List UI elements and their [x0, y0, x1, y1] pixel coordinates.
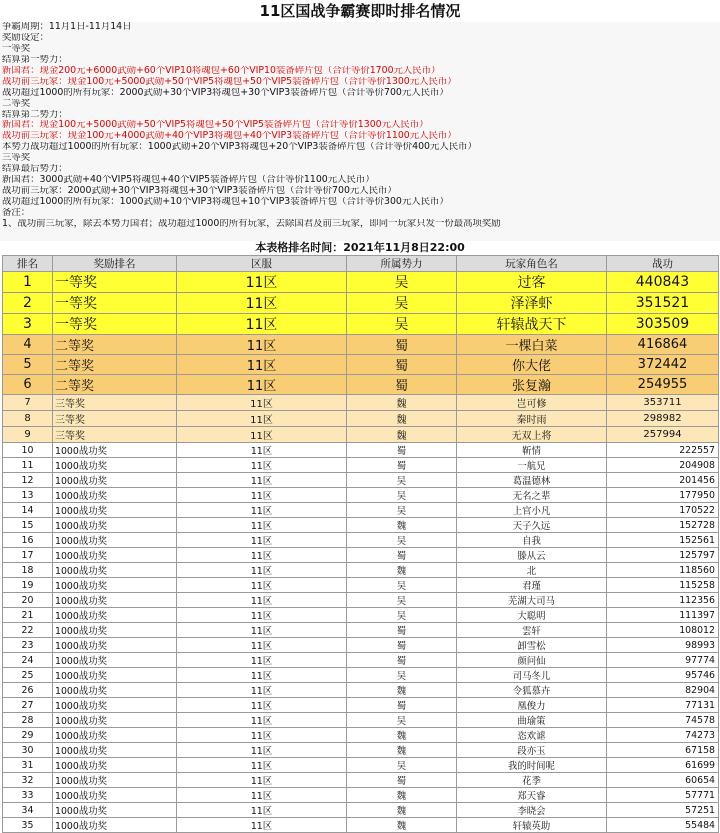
cell-player-name: 郑天睿 — [457, 788, 607, 803]
cell-faction: 魏 — [347, 818, 457, 833]
cell-server: 11区 — [177, 593, 347, 608]
ranking-time: 本表格排名时间：2021年11月8日22:00 — [0, 241, 720, 255]
cell-award: 1000战功奖 — [53, 638, 177, 653]
cell-player-name: 段亦玉 — [457, 743, 607, 758]
table-row — [3, 803, 719, 818]
cell-faction: 魏 — [347, 427, 457, 443]
table-row — [3, 503, 719, 518]
table-row — [3, 473, 719, 488]
cell-merit: 67158 — [607, 743, 719, 758]
cell-award: 1000战功奖 — [53, 473, 177, 488]
table-row — [3, 355, 719, 375]
rule-line: 新国君：现金100元+5000武勋+50个VIP5将魂包+50个VIP5装备碎片包（合计等价1300元人民币） — [2, 120, 429, 131]
rule-line: 战功前三玩家：现金100元+4000武勋+40个VIP3将魂包+40个VIP3装备碎片包（合计等价1100元人民币） — [2, 131, 457, 142]
cell-faction: 吴 — [347, 293, 457, 314]
cell-player-name: 颜问仙 — [457, 653, 607, 668]
table-row — [3, 578, 719, 593]
cell-faction: 魏 — [347, 743, 457, 758]
cell-rank: 1 — [3, 272, 53, 293]
cell-server: 11区 — [177, 788, 347, 803]
table-row — [3, 411, 719, 427]
header-rank: 排名 — [3, 256, 53, 272]
cell-rank: 23 — [3, 638, 53, 653]
cell-server: 11区 — [177, 728, 347, 743]
table-row — [3, 728, 719, 743]
cell-faction: 吴 — [347, 473, 457, 488]
cell-player-name: 大聪明 — [457, 608, 607, 623]
cell-faction: 魏 — [347, 788, 457, 803]
cell-merit: 351521 — [607, 293, 719, 314]
cell-award: 1000战功奖 — [53, 728, 177, 743]
cell-rank: 28 — [3, 713, 53, 728]
cell-server: 11区 — [177, 458, 347, 473]
table-row — [3, 488, 719, 503]
cell-merit: 61699 — [607, 758, 719, 773]
cell-faction: 蜀 — [347, 623, 457, 638]
cell-award: 二等奖 — [53, 335, 177, 355]
rule-line: 新国君：3000武勋+40个VIP5将魂包+40个VIP5装备碎片包（合计等价1100元人民币） — [2, 175, 375, 186]
cell-award: 一等奖 — [53, 272, 177, 293]
cell-award: 1000战功奖 — [53, 668, 177, 683]
cell-merit: 74578 — [607, 713, 719, 728]
cell-faction: 魏 — [347, 728, 457, 743]
cell-award: 三等奖 — [53, 395, 177, 411]
cell-merit: 74273 — [607, 728, 719, 743]
cell-award: 1000战功奖 — [53, 803, 177, 818]
cell-faction: 蜀 — [347, 443, 457, 458]
table-header-row — [3, 256, 719, 272]
cell-server: 11区 — [177, 473, 347, 488]
table-row — [3, 743, 719, 758]
cell-server: 11区 — [177, 653, 347, 668]
cell-rank: 35 — [3, 818, 53, 833]
cell-player-name: 恣欢谑 — [457, 728, 607, 743]
page-title: 11区国战争霸赛即时排名情况 — [0, 0, 720, 22]
cell-player-name: 天子久远 — [457, 518, 607, 533]
cell-player-name: 一棵白菜 — [457, 335, 607, 355]
rule-line: 争霸周期：11月1日-11月14日 — [2, 22, 132, 32]
cell-player-name: 君瑾 — [457, 578, 607, 593]
cell-player-name: 自我 — [457, 533, 607, 548]
cell-merit: 57251 — [607, 803, 719, 818]
cell-server: 11区 — [177, 518, 347, 533]
cell-server: 11区 — [177, 713, 347, 728]
cell-merit: 170522 — [607, 503, 719, 518]
cell-award: 1000战功奖 — [53, 578, 177, 593]
table-row — [3, 563, 719, 578]
cell-player-name: 葛温德林 — [457, 473, 607, 488]
cell-player-name: 卸雪松 — [457, 638, 607, 653]
cell-award: 1000战功奖 — [53, 458, 177, 473]
cell-merit: 222557 — [607, 443, 719, 458]
cell-faction: 吴 — [347, 713, 457, 728]
cell-merit: 55484 — [607, 818, 719, 833]
cell-faction: 魏 — [347, 803, 457, 818]
cell-rank: 25 — [3, 668, 53, 683]
cell-faction: 蜀 — [347, 653, 457, 668]
table-row — [3, 653, 719, 668]
cell-rank: 32 — [3, 773, 53, 788]
cell-rank: 22 — [3, 623, 53, 638]
cell-award: 1000战功奖 — [53, 713, 177, 728]
cell-rank: 31 — [3, 758, 53, 773]
table-row — [3, 788, 719, 803]
cell-faction: 吴 — [347, 593, 457, 608]
rule-line: 战功超过1000的所有玩家：2000武勋+30个VIP3将魂包+30个VIP3装备碎片包（合计等价700元人民币） — [2, 87, 449, 98]
cell-rank: 4 — [3, 335, 53, 355]
cell-server: 11区 — [177, 314, 347, 335]
cell-merit: 115258 — [607, 578, 719, 593]
cell-server: 11区 — [177, 638, 347, 653]
cell-faction: 魏 — [347, 518, 457, 533]
cell-merit: 125797 — [607, 548, 719, 563]
cell-merit: 416864 — [607, 335, 719, 355]
cell-merit: 112356 — [607, 593, 719, 608]
table-row — [3, 773, 719, 788]
cell-faction: 蜀 — [347, 375, 457, 395]
rule-line: 战功前三玩家：现金100元+5000武勋+50个VIP5将魂包+50个VIP5装备碎片包（合计等价1300元人民币） — [2, 76, 457, 87]
cell-award: 1000战功奖 — [53, 758, 177, 773]
rule-line: 战功前三玩家：2000武勋+30个VIP3将魂包+30个VIP3装备碎片包（合计等价700元人民币） — [2, 186, 397, 197]
cell-server: 11区 — [177, 623, 347, 638]
cell-award: 1000战功奖 — [53, 548, 177, 563]
cell-player-name: 轩辕英助 — [457, 818, 607, 833]
table-row — [3, 623, 719, 638]
cell-player-name: 靳情 — [457, 443, 607, 458]
cell-faction: 魏 — [347, 395, 457, 411]
cell-merit: 57771 — [607, 788, 719, 803]
cell-faction: 蜀 — [347, 548, 457, 563]
cell-server: 11区 — [177, 758, 347, 773]
table-row — [3, 533, 719, 548]
cell-rank: 29 — [3, 728, 53, 743]
cell-rank: 5 — [3, 355, 53, 375]
cell-rank: 14 — [3, 503, 53, 518]
cell-award: 1000战功奖 — [53, 503, 177, 518]
cell-award: 二等奖 — [53, 355, 177, 375]
cell-rank: 27 — [3, 698, 53, 713]
cell-award: 二等奖 — [53, 375, 177, 395]
cell-rank: 24 — [3, 653, 53, 668]
cell-merit: 108012 — [607, 623, 719, 638]
cell-server: 11区 — [177, 563, 347, 578]
cell-player-name: 我的时间呢 — [457, 758, 607, 773]
cell-award: 1000战功奖 — [53, 743, 177, 758]
cell-award: 1000战功奖 — [53, 608, 177, 623]
cell-server: 11区 — [177, 533, 347, 548]
cell-faction: 魏 — [347, 563, 457, 578]
cell-server: 11区 — [177, 355, 347, 375]
table-row — [3, 395, 719, 411]
cell-award: 1000战功奖 — [53, 788, 177, 803]
cell-rank: 10 — [3, 443, 53, 458]
cell-server: 11区 — [177, 293, 347, 314]
cell-merit: 177950 — [607, 488, 719, 503]
table-row — [3, 758, 719, 773]
cell-server: 11区 — [177, 443, 347, 458]
cell-award: 1000战功奖 — [53, 818, 177, 833]
cell-player-name: 秦时雨 — [457, 411, 607, 427]
cell-faction: 吴 — [347, 578, 457, 593]
cell-merit: 440843 — [607, 272, 719, 293]
cell-merit: 95746 — [607, 668, 719, 683]
cell-merit: 204908 — [607, 458, 719, 473]
cell-server: 11区 — [177, 503, 347, 518]
cell-player-name: 一航兄 — [457, 458, 607, 473]
cell-server: 11区 — [177, 427, 347, 443]
cell-merit: 152561 — [607, 533, 719, 548]
cell-rank: 13 — [3, 488, 53, 503]
cell-player-name: 你大佬 — [457, 355, 607, 375]
cell-server: 11区 — [177, 743, 347, 758]
table-row — [3, 335, 719, 355]
table-row — [3, 518, 719, 533]
cell-merit: 152728 — [607, 518, 719, 533]
cell-server: 11区 — [177, 411, 347, 427]
rule-line: 结算第一势力： — [2, 54, 68, 65]
cell-faction: 蜀 — [347, 638, 457, 653]
cell-player-name: 轩辕战天下 — [457, 314, 607, 335]
header-player-name: 玩家角色名 — [457, 256, 607, 272]
rule-line: 1、战功前三玩家，除去本势力国君；战功超过1000的所有玩家，去除国君及前三玩家，即同一玩家只发一份最高项奖励 — [2, 218, 501, 229]
cell-faction: 蜀 — [347, 458, 457, 473]
cell-rank: 6 — [3, 375, 53, 395]
cell-rank: 18 — [3, 563, 53, 578]
cell-player-name: 无名之辈 — [457, 488, 607, 503]
cell-server: 11区 — [177, 548, 347, 563]
cell-player-name: 张复瀚 — [457, 375, 607, 395]
cell-merit: 77131 — [607, 698, 719, 713]
cell-player-name: 芜湖大司马 — [457, 593, 607, 608]
cell-rank: 2 — [3, 293, 53, 314]
table-row — [3, 593, 719, 608]
cell-award: 1000战功奖 — [53, 698, 177, 713]
table-row — [3, 427, 719, 443]
cell-player-name: 雲轩 — [457, 623, 607, 638]
cell-faction: 吴 — [347, 314, 457, 335]
table-row — [3, 293, 719, 314]
cell-player-name: 泽泽虾 — [457, 293, 607, 314]
cell-server: 11区 — [177, 698, 347, 713]
cell-faction: 蜀 — [347, 335, 457, 355]
rule-line: 战功超过1000的所有玩家：1000武勋+10个VIP3将魂包+10个VIP3装备碎片包（合计等价300元人民币） — [2, 197, 449, 207]
cell-faction: 魏 — [347, 411, 457, 427]
cell-rank: 33 — [3, 788, 53, 803]
table-row — [3, 713, 719, 728]
cell-player-name: 曲瑜策 — [457, 713, 607, 728]
cell-merit: 298982 — [607, 411, 719, 427]
table-row — [3, 375, 719, 395]
cell-rank: 11 — [3, 458, 53, 473]
cell-server: 11区 — [177, 395, 347, 411]
cell-award: 1000战功奖 — [53, 518, 177, 533]
cell-award: 1000战功奖 — [53, 563, 177, 578]
cell-player-name: 上官小凡 — [457, 503, 607, 518]
cell-award: 1000战功奖 — [53, 533, 177, 548]
rule-line: 二等奖 — [2, 98, 31, 109]
cell-merit: 82904 — [607, 683, 719, 698]
cell-award: 一等奖 — [53, 293, 177, 314]
cell-server: 11区 — [177, 803, 347, 818]
cell-server: 11区 — [177, 335, 347, 355]
cell-merit: 97774 — [607, 653, 719, 668]
table-row — [3, 638, 719, 653]
cell-faction: 吴 — [347, 533, 457, 548]
cell-award: 1000战功奖 — [53, 623, 177, 638]
cell-rank: 17 — [3, 548, 53, 563]
rule-line: 本势力战功超过1000的所有玩家：1000武勋+20个VIP3将魂包+20个VIP3装备碎片包（合计等价400元人民币） — [2, 142, 477, 153]
cell-player-name: 凰俊力 — [457, 698, 607, 713]
cell-player-name: 无双上将 — [457, 427, 607, 443]
cell-rank: 34 — [3, 803, 53, 818]
cell-faction: 蜀 — [347, 773, 457, 788]
cell-merit: 60654 — [607, 773, 719, 788]
cell-award: 1000战功奖 — [53, 443, 177, 458]
rule-line: 结算第二势力： — [2, 109, 68, 120]
cell-faction: 吴 — [347, 488, 457, 503]
cell-merit: 353711 — [607, 395, 719, 411]
rule-line: 备注： — [2, 207, 31, 218]
cell-rank: 16 — [3, 533, 53, 548]
table-row — [3, 314, 719, 335]
rule-line: 一等奖 — [2, 43, 31, 54]
rule-line: 新国君：现金200元+6000武勋+60个VIP10将魂包+60个VIP10装备碎片包（合计等价1700元人民币） — [2, 65, 441, 76]
table-row — [3, 272, 719, 293]
cell-player-name: 李晓会 — [457, 803, 607, 818]
header-server: 区服 — [177, 256, 347, 272]
cell-award: 1000战功奖 — [53, 683, 177, 698]
cell-merit: 111397 — [607, 608, 719, 623]
rule-line: 奖励设定： — [2, 32, 49, 43]
cell-rank: 7 — [3, 395, 53, 411]
cell-rank: 20 — [3, 593, 53, 608]
cell-player-name: 令狐慕卉 — [457, 683, 607, 698]
cell-rank: 30 — [3, 743, 53, 758]
rule-line: 三等奖 — [2, 153, 31, 164]
rule-line: 结算最后势力： — [2, 164, 68, 175]
cell-award: 一等奖 — [53, 314, 177, 335]
cell-rank: 26 — [3, 683, 53, 698]
cell-merit: 303509 — [607, 314, 719, 335]
ranking-table — [2, 255, 719, 833]
cell-player-name: 司马冬儿 — [457, 668, 607, 683]
cell-faction: 吴 — [347, 272, 457, 293]
cell-server: 11区 — [177, 773, 347, 788]
cell-player-name: 花季 — [457, 773, 607, 788]
table-row — [3, 698, 719, 713]
cell-faction: 吴 — [347, 668, 457, 683]
cell-faction: 蜀 — [347, 355, 457, 375]
cell-rank: 21 — [3, 608, 53, 623]
table-row — [3, 608, 719, 623]
cell-award: 三等奖 — [53, 411, 177, 427]
cell-server: 11区 — [177, 608, 347, 623]
cell-player-name: 岂可修 — [457, 395, 607, 411]
cell-rank: 9 — [3, 427, 53, 443]
cell-merit: 254955 — [607, 375, 719, 395]
table-row — [3, 683, 719, 698]
cell-player-name: 滕从云 — [457, 548, 607, 563]
header-award: 奖励排名 — [53, 256, 177, 272]
cell-merit: 257994 — [607, 427, 719, 443]
cell-player-name: 过客 — [457, 272, 607, 293]
cell-rank: 3 — [3, 314, 53, 335]
cell-merit: 98993 — [607, 638, 719, 653]
cell-faction: 蜀 — [347, 698, 457, 713]
award-rules — [0, 22, 720, 241]
cell-award: 三等奖 — [53, 427, 177, 443]
cell-faction: 魏 — [347, 683, 457, 698]
cell-server: 11区 — [177, 683, 347, 698]
cell-award: 1000战功奖 — [53, 593, 177, 608]
table-row — [3, 548, 719, 563]
cell-faction: 吴 — [347, 503, 457, 518]
cell-merit: 372442 — [607, 355, 719, 375]
cell-rank: 8 — [3, 411, 53, 427]
cell-rank: 19 — [3, 578, 53, 593]
table-row — [3, 443, 719, 458]
table-row — [3, 818, 719, 833]
header-faction: 所属势力 — [347, 256, 457, 272]
cell-merit: 201456 — [607, 473, 719, 488]
cell-merit: 118560 — [607, 563, 719, 578]
cell-server: 11区 — [177, 488, 347, 503]
cell-award: 1000战功奖 — [53, 773, 177, 788]
cell-rank: 15 — [3, 518, 53, 533]
cell-server: 11区 — [177, 578, 347, 593]
table-row — [3, 458, 719, 473]
header-merit: 战功 — [607, 256, 719, 272]
cell-faction: 吴 — [347, 608, 457, 623]
cell-faction: 吴 — [347, 758, 457, 773]
cell-rank: 12 — [3, 473, 53, 488]
table-row — [3, 668, 719, 683]
cell-server: 11区 — [177, 818, 347, 833]
cell-award: 1000战功奖 — [53, 653, 177, 668]
cell-player-name: 北 — [457, 563, 607, 578]
cell-server: 11区 — [177, 375, 347, 395]
cell-server: 11区 — [177, 272, 347, 293]
cell-award: 1000战功奖 — [53, 488, 177, 503]
cell-server: 11区 — [177, 668, 347, 683]
